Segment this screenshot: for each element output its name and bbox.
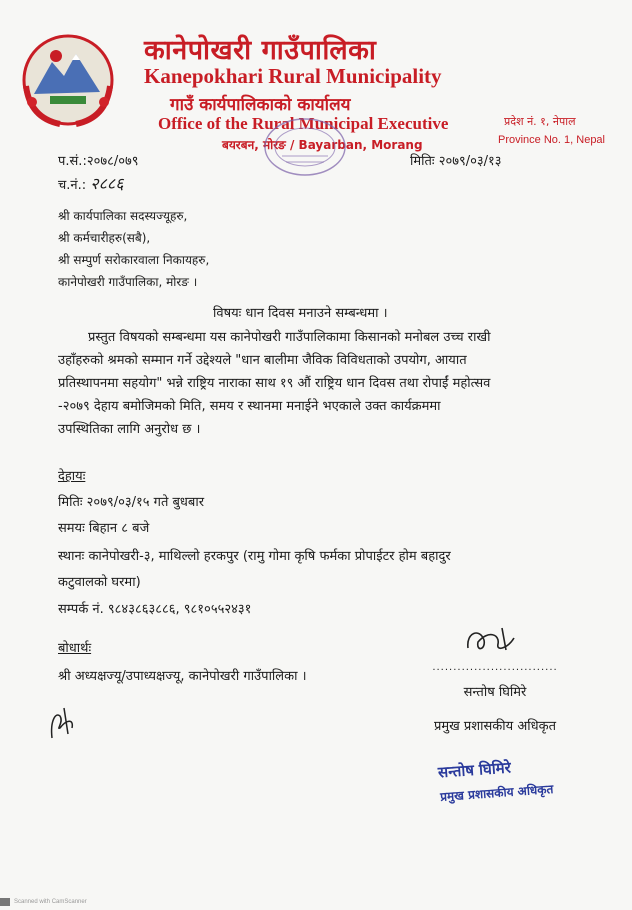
dispatch-number [58,172,124,194]
body-line: उपस्थितिका लागि अनुरोध छ । [58,422,201,437]
camscanner-icon [0,898,10,906]
office-address: बयरबन, मोरङ / Bayarban, Morang [222,138,423,152]
signatory-name: सन्तोष घिमिरे [463,685,527,700]
blue-name-stamp: सन्तोष घिमिरे [437,758,512,782]
cc-heading: बोधार्थः [58,641,92,656]
recipient-line: श्री कार्यपालिका सदस्यज्यूहरु, [58,209,188,223]
municipality-name-nepali: कानेपोखरी गाउँपालिका [144,35,377,66]
body-line: -२०७९ देहाय बमोजिमको मिति, समय र स्थानमा मनाईने भएकाले उक्त कार्यक्रममा [58,399,441,414]
details-heading: देहायः [58,469,86,484]
handwritten-signature [458,620,528,660]
event-date: मितिः २०७९/०३/१५ गते बुधबार [58,495,205,510]
event-time: समयः बिहान ८ बजे [58,521,150,536]
handwritten-initials [44,698,84,746]
date-value: २०७९/०३/१३ [438,154,502,169]
letter-subject: विषयः धान दिवस मनाउने सम्बन्धमा । [213,306,388,321]
reference-value: :२०७८/०७९ [82,154,139,169]
office-name-english: Office of the Rural Municipal Executive [158,114,449,133]
event-place-continued: कटुवालको घरमा) [58,575,141,590]
cc-line: श्री अध्यक्षज्यू/उपाध्यक्षज्यू, कानेपोखरी गाउँपालिका । [58,669,307,684]
office-name-nepali: गाउँ कार्यपालिकाको कार्यालय [170,95,351,115]
date-label: मितिः [410,154,435,169]
letter-date [410,151,502,169]
province-english: Province No. 1, Nepal [498,134,605,146]
signature-dotted-line: .............................. [432,662,558,673]
body-line: प्रस्तुत विषयको सम्बन्धमा यस कानेपोखरी गाउँपालिकामा किसानको मनोबल उच्च राखी [88,330,491,345]
body-line: उहाँहरुको श्रमको सम्मान गर्ने उद्देश्यले "धान बालीमा जैविक विविधताको उपयोग, आयात [58,353,467,368]
municipality-emblem [20,32,116,128]
event-place: स्थानः कानेपोखरी-३, माथिल्लो हरकपुर (रामु गोमा कृषि फर्मका प्रोपाईटर होम बहादुर [58,549,451,564]
dispatch-value: २८८६ [90,174,124,193]
recipient-list [58,205,209,293]
reference-number [58,151,139,169]
recipient-line: श्री सम्पुर्ण सरोकारवाला निकायहरु, [58,253,210,267]
office-seal-stamp [262,116,348,178]
blue-title-stamp: प्रमुख प्रशासकीय अधिकृत [439,782,554,804]
dispatch-label: च.नं.: [58,178,87,193]
signatory-title: प्रमुख प्रशासकीय अधिकृत [433,719,557,734]
body-line: प्रतिस्थापनमा सहयोग" भन्ने राष्ट्रिय नाराका साथ १९ औं राष्ट्रिय धान दिवस तथा रोपाईं महोत्सव [58,376,491,391]
contact-numbers: सम्पर्क नं. ९८४३८६३८८६, ९८१०५५२४३१ [58,602,252,617]
municipality-name-english: Kanepokhari Rural Municipality [144,64,442,88]
province-nepali: प्रदेश नं. १, नेपाल [504,115,576,128]
recipient-line: कानेपोखरी गाउँपालिका, मोरङ । [58,275,198,289]
recipient-line: श्री कर्मचारीहरु(सबै), [58,231,151,245]
scanner-watermark: Scanned with CamScanner [14,899,87,905]
reference-label: प.सं. [58,154,83,169]
letter-body [58,326,558,441]
